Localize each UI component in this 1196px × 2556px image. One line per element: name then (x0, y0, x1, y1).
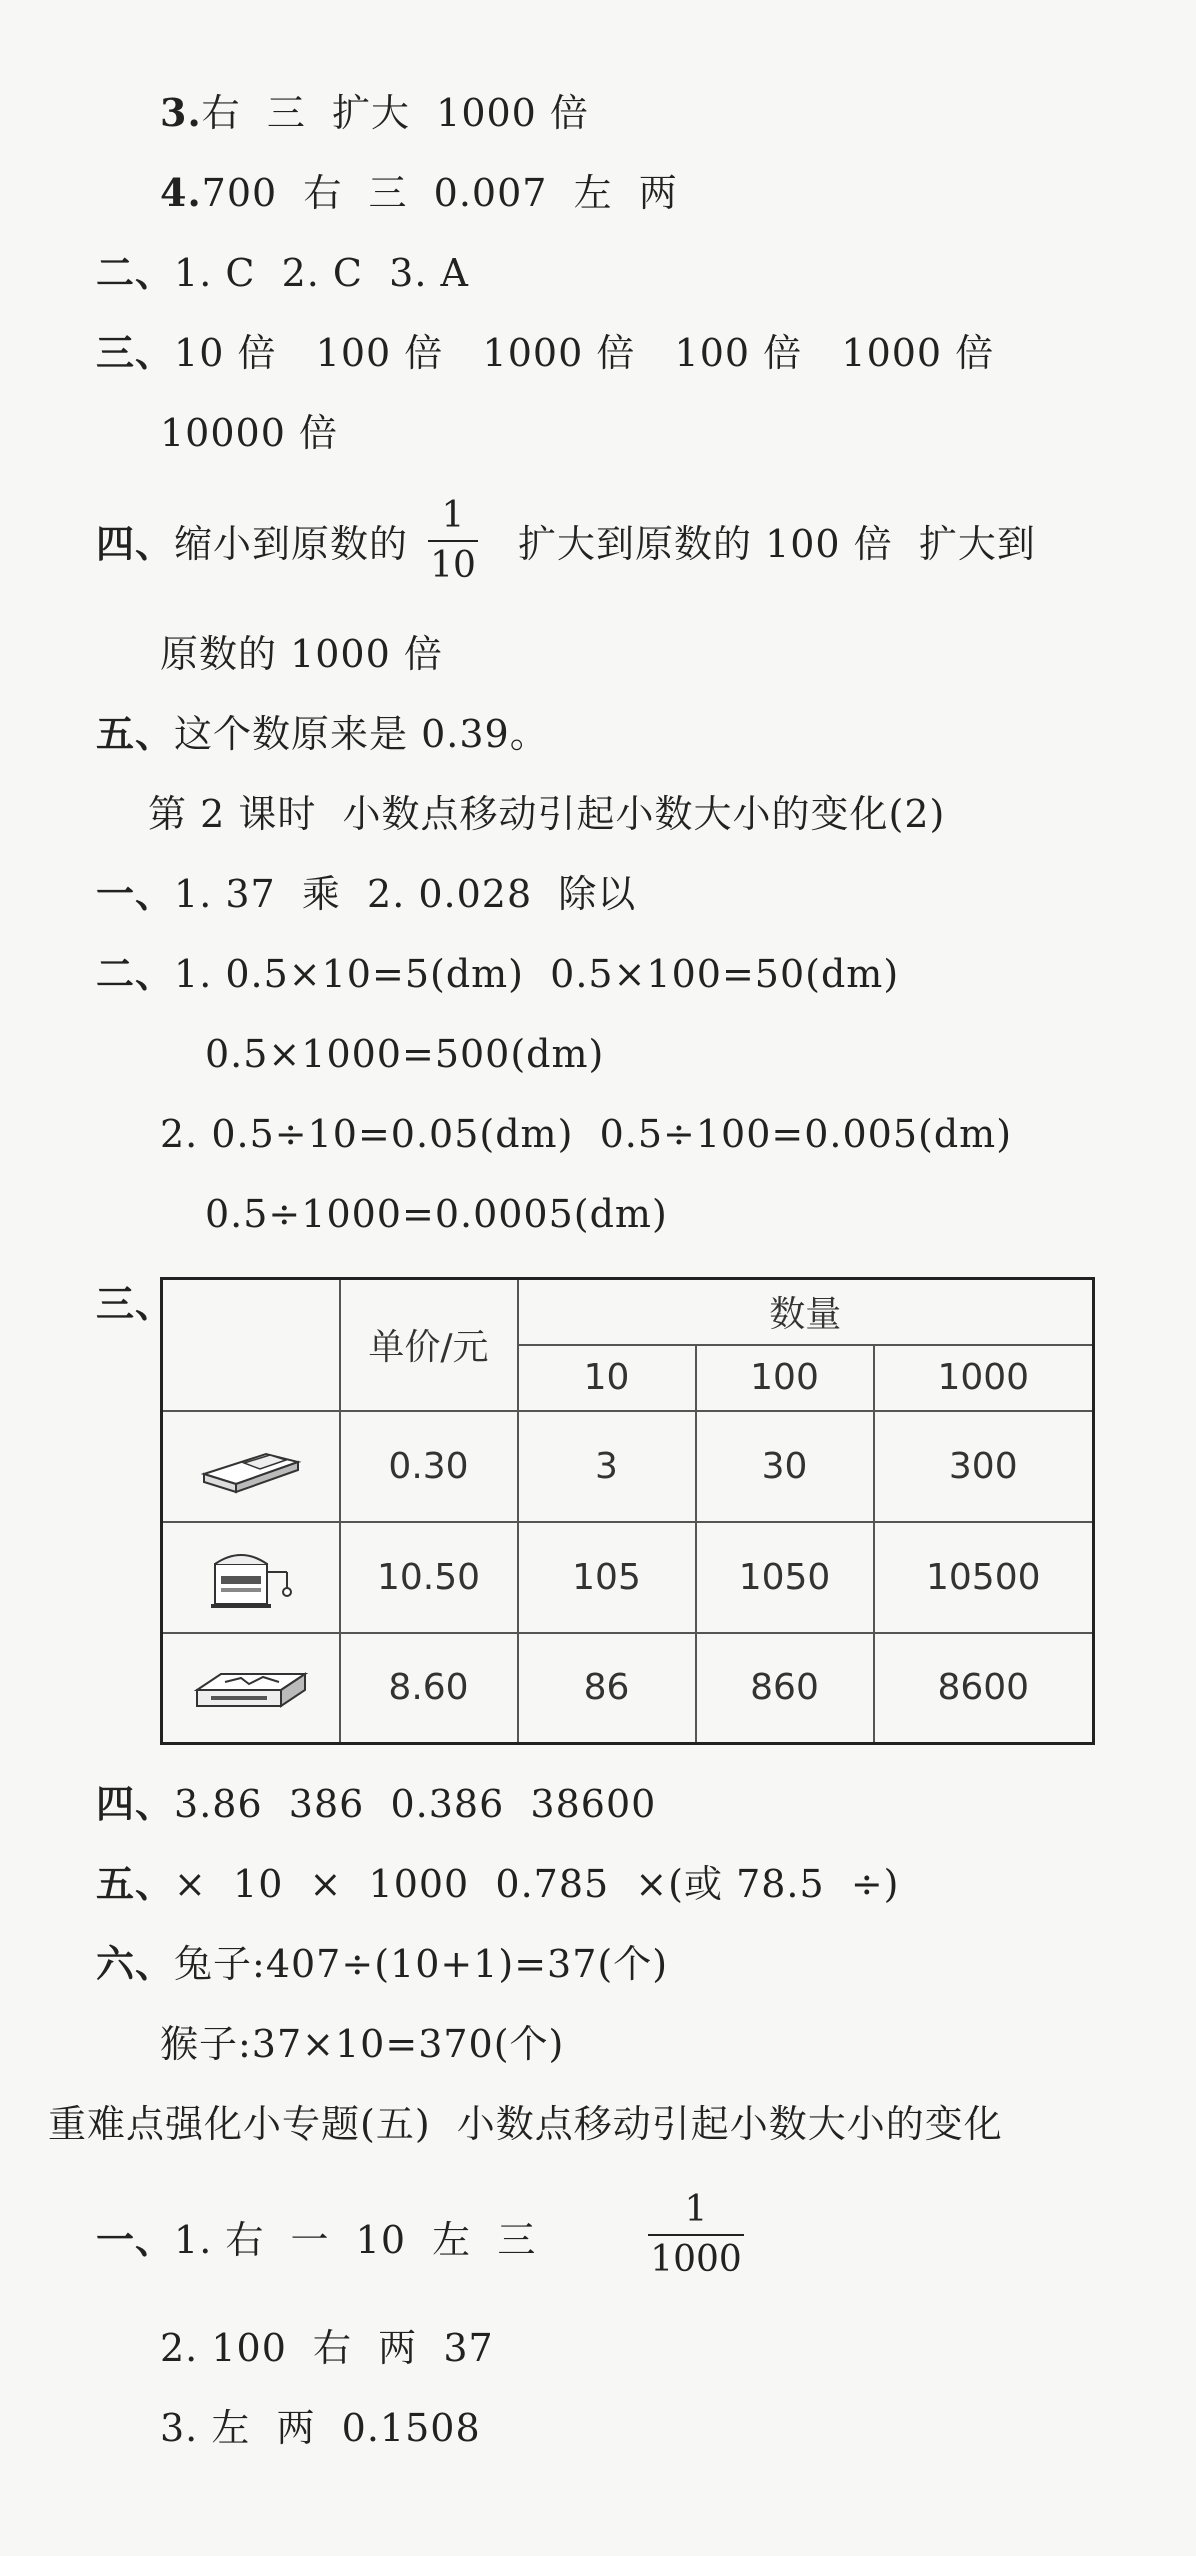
section-prefix: 五、 (96, 1861, 175, 1906)
value-cell: 300 (874, 1411, 1094, 1522)
answer-text: 兔子:407÷(10+1)=37(个) (174, 1942, 669, 1986)
pencil-case-icon (162, 1633, 340, 1744)
special-section-1-line-2: 2. 100 右 两 37 (160, 2326, 494, 2370)
section-prefix: 二、 (96, 250, 175, 295)
section-4-continued: 扩大到原数的 100 倍 扩大到 (518, 522, 1036, 566)
price-quantity-table (160, 1277, 1095, 1745)
fraction-numerator: 1 (441, 495, 465, 536)
lesson-title: 第 2 课时 小数点移动引起小数大小的变化(2) (148, 792, 946, 836)
section-5 (96, 710, 549, 758)
section-3 (96, 329, 994, 377)
fraction-one-thousandth (648, 2188, 744, 2282)
item-number: 3. (160, 90, 202, 135)
value-cell: 30 (696, 1411, 874, 1522)
answer-text: 1. 37 乘 2. 0.028 除以 (174, 872, 637, 916)
special-section-1-line-3: 3. 左 两 0.1508 (160, 2406, 481, 2450)
answer-line-4 (160, 169, 678, 217)
answer-text: 1. 右 一 10 左 三 (174, 2218, 537, 2262)
special-section-1 (96, 2216, 536, 2264)
value-cell: 3 (518, 1411, 696, 1522)
fraction-one-tenth (428, 494, 478, 588)
answer-text: 这个数原来是 0.39。 (174, 712, 549, 756)
value-cell: 1050 (696, 1522, 874, 1633)
section-prefix: 三、 (96, 330, 175, 375)
answer-text: 缩小到原数的 (174, 522, 409, 566)
fraction-bar (648, 2234, 744, 2236)
section-prefix: 六、 (96, 1941, 175, 1986)
answer-text: 10 倍 100 倍 1000 倍 100 倍 1000 倍 (174, 331, 995, 375)
lesson2-section-2-b2: 0.5÷1000=0.0005(dm) (205, 1192, 668, 1236)
section-prefix: 四、 (96, 1781, 175, 1826)
price-cell: 8.60 (340, 1633, 518, 1744)
lesson2-section-3-prefix: 三、 (96, 1281, 175, 1326)
section-4 (96, 520, 408, 568)
lesson2-section-4 (96, 1780, 656, 1828)
section-prefix: 五、 (96, 711, 175, 756)
section-prefix: 一、 (96, 871, 175, 916)
quantity-col-100: 100 (696, 1345, 874, 1411)
section-3-line-2: 10000 倍 (160, 411, 338, 455)
item-number: 4. (160, 170, 202, 215)
value-cell: 8600 (874, 1633, 1094, 1744)
table-row (162, 1411, 1094, 1522)
value-cell: 10500 (874, 1522, 1094, 1633)
lesson2-section-2-a2: 0.5×1000=500(dm) (205, 1032, 605, 1076)
answer-text: 1. 0.5×10=5(dm) 0.5×100=50(dm) (174, 952, 900, 996)
answer-text: × 10 × 1000 0.785 ×(或 78.5 ÷) (174, 1862, 900, 1906)
lesson2-section-6 (96, 1940, 668, 1988)
section-2 (96, 249, 469, 297)
fraction-numerator: 1 (684, 2189, 708, 2230)
section-prefix: 二、 (96, 951, 175, 996)
fraction-bar (428, 540, 478, 542)
section-prefix: 四、 (96, 521, 175, 566)
table-row (162, 1633, 1094, 1744)
table-row (162, 1522, 1094, 1633)
table-corner-cell (162, 1279, 340, 1411)
section-prefix: 一、 (96, 2217, 175, 2262)
answer-text: 700 右 三 0.007 左 两 (201, 171, 678, 215)
fraction-denominator: 1000 (650, 2239, 742, 2280)
lesson2-section-2-b1: 2. 0.5÷10=0.05(dm) 0.5÷100=0.005(dm) (160, 1112, 1013, 1156)
eraser-icon (162, 1411, 340, 1522)
price-cell: 0.30 (340, 1411, 518, 1522)
fraction-denominator: 10 (430, 545, 476, 586)
unit-price-header: 单价/元 (340, 1279, 518, 1411)
answer-line-3 (160, 89, 589, 137)
value-cell: 86 (518, 1633, 696, 1744)
lesson2-section-6-line-2: 猴子:37×10=370(个) (160, 2022, 565, 2066)
quantity-col-10: 10 (518, 1345, 696, 1411)
section-4-line-2: 原数的 1000 倍 (160, 632, 443, 676)
quantity-col-1000: 1000 (874, 1345, 1094, 1411)
value-cell: 860 (696, 1633, 874, 1744)
lesson2-section-2 (96, 950, 899, 998)
price-cell: 10.50 (340, 1522, 518, 1633)
answer-text: 3.86 386 0.386 38600 (174, 1782, 657, 1826)
lesson2-section-5 (96, 1860, 900, 1908)
lesson2-section-1 (96, 870, 636, 918)
answer-text: 右 三 扩大 1000 倍 (201, 91, 589, 135)
special-topic-title: 重难点强化小专题(五) 小数点移动引起小数大小的变化 (48, 2102, 1003, 2146)
value-cell: 105 (518, 1522, 696, 1633)
pencil-sharpener-icon (162, 1522, 340, 1633)
answer-text: 1. C 2. C 3. A (174, 251, 469, 295)
quantity-header: 数量 (518, 1279, 1094, 1345)
